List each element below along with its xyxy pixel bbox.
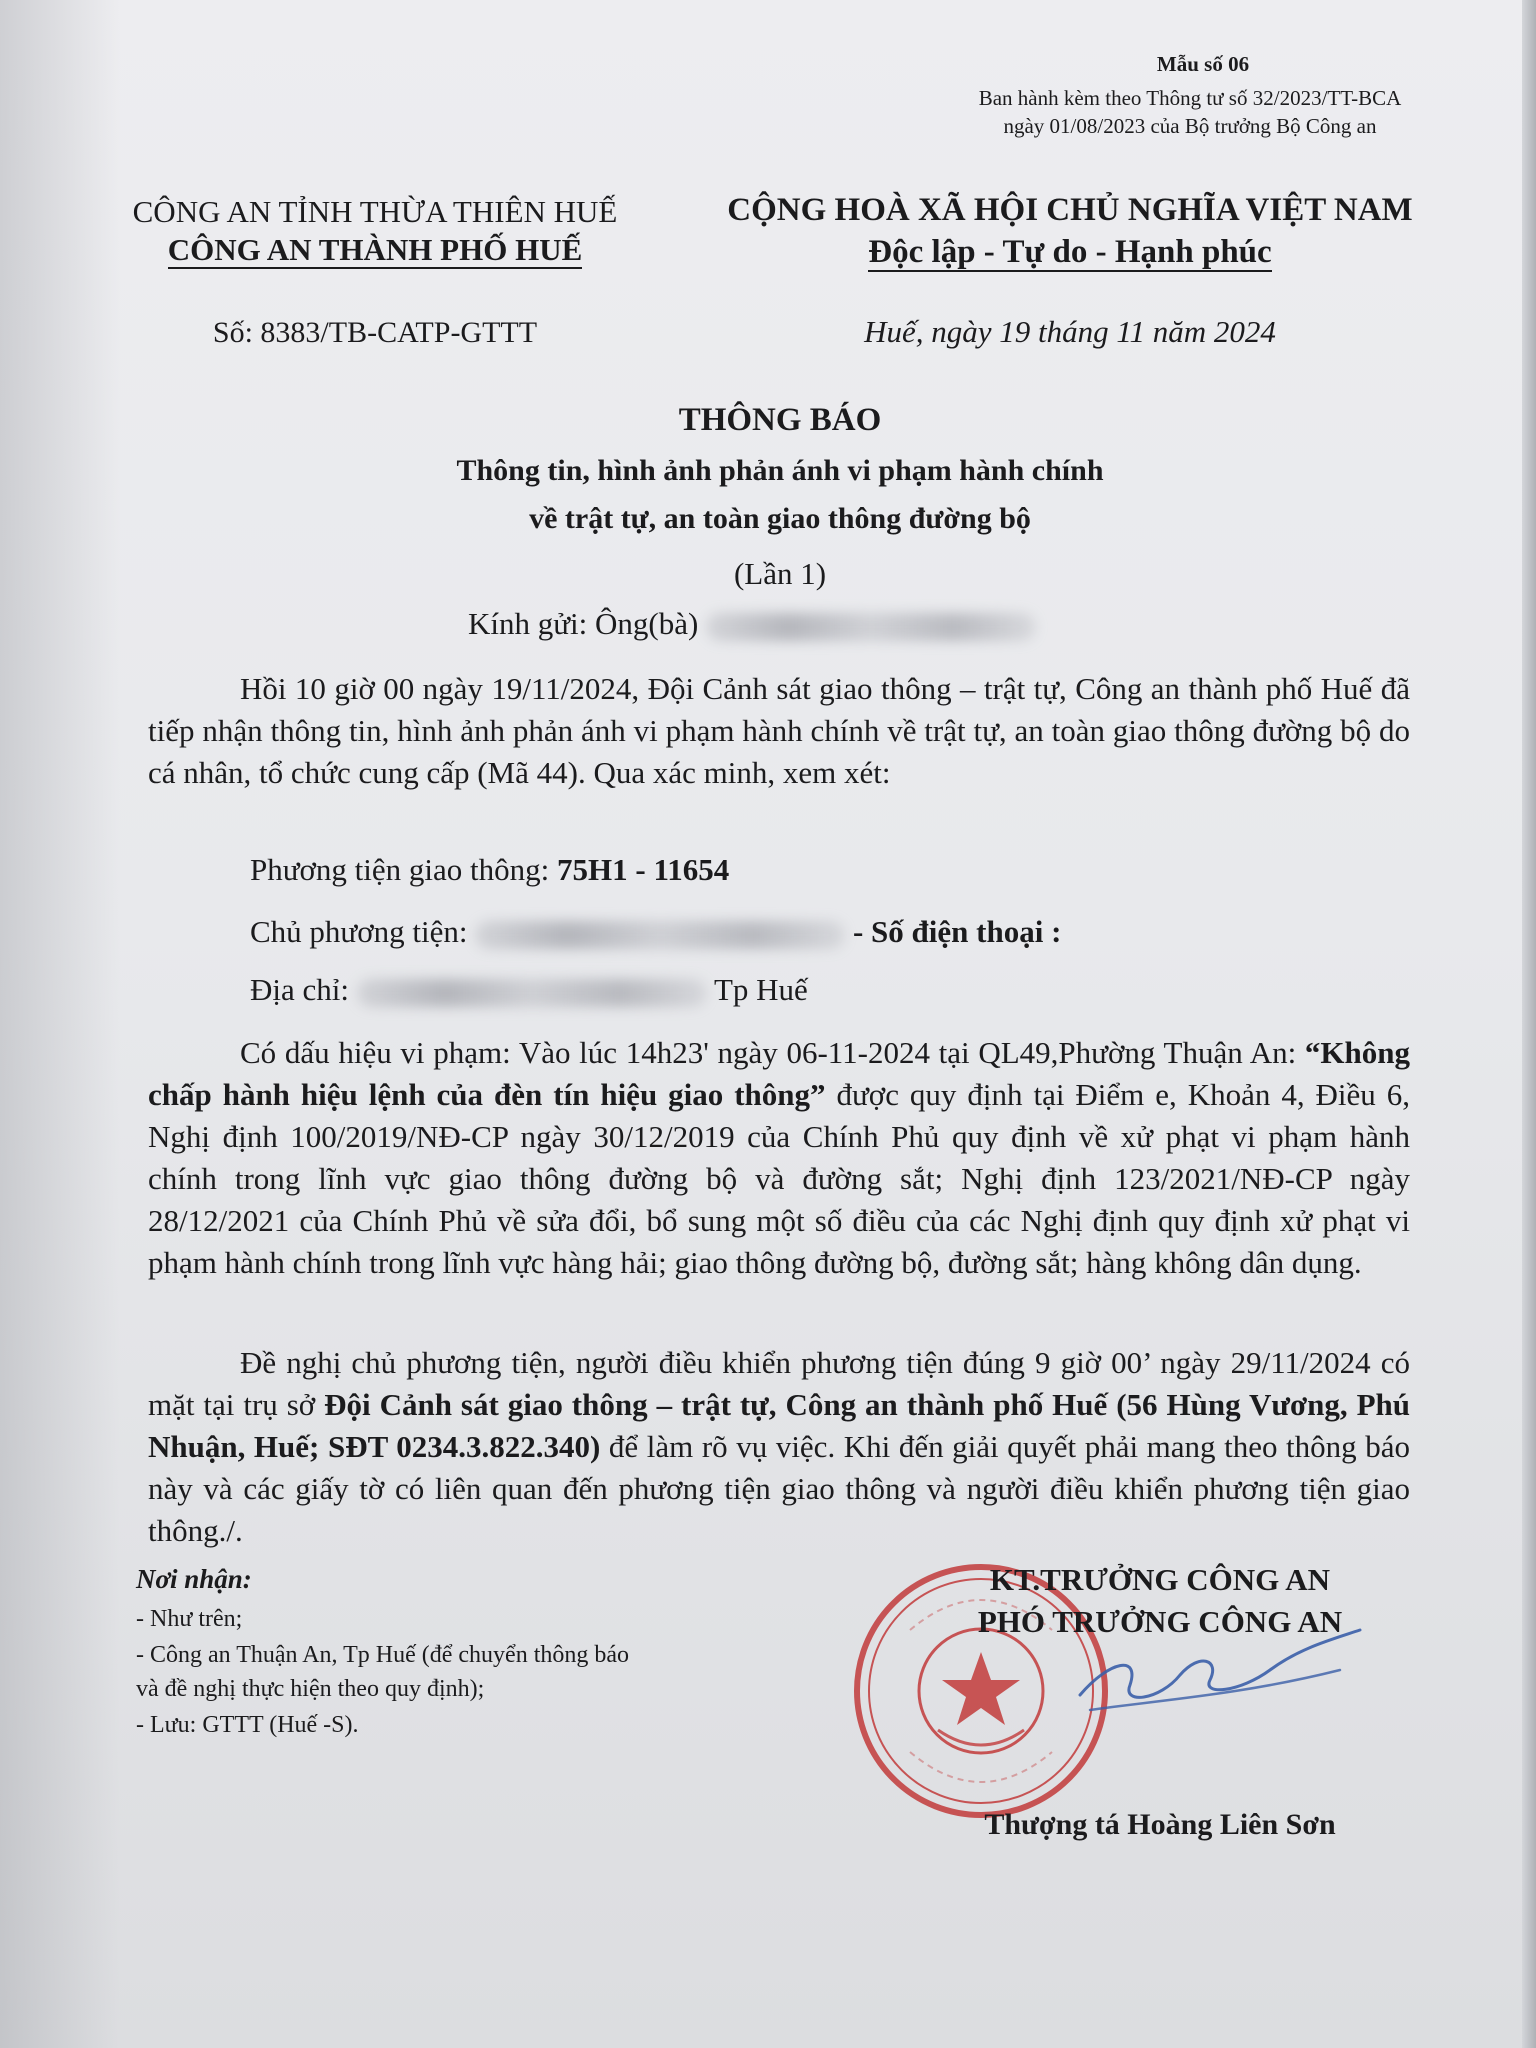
vehicle-label: Phương tiện giao thông: [250,852,558,887]
page-edge [1522,0,1536,2048]
address-row [250,972,808,1008]
request-paragraph [148,1342,1410,1552]
intro-text: Hồi 10 giờ 00 ngày 19/11/2024, Đội Cảnh sát giao thông – trật tự, Công an thành phố Huế đã tiếp nhận thông tin, hình ảnh phản ánh vi phạm hành chính về trật tự, an toàn giao thông đường bộ do cá nhân, tổ chức cung cấp (Mã 44). Qua xác minh, xem xét: [148,671,1410,790]
address-city: Tp Huế [713,972,808,1007]
recipient-row [468,606,1036,642]
nation-motto: Độc lập - Tự do - Hạnh phúc [868,234,1272,270]
notice-count: (Lần 1) [733,556,827,591]
vehicle-plate: 75H1 - 11654 [557,852,730,887]
signer-name: Thượng tá Hoàng Liên Sơn [984,1808,1336,1841]
sign-authority-line2: PHÓ TRƯỞNG CÔNG AN [977,1604,1343,1639]
recipients-heading: Nơi nhận: [136,1564,252,1594]
redacted-owner [475,921,845,949]
form-number: Mẫu số 06 [1156,52,1250,76]
violation-rest: được quy định tại Điểm e, Khoản 4, Điều 6, Nghị định 100/2019/NĐ-CP ngày 30/12/2019 của Chính Phủ quy định về xử phạt vi phạm hành chính trong lĩnh vực giao thông đường bộ và đường sắt; Nghị định 123/2021/NĐ-CP ngày 28/12/2021 của Chính Phủ về sửa đổi, bổ sung một số điều của các Nghị định quy định xử phạt vi phạm hành chính trong lĩnh vực hàng hải; giao thông đường bộ, đường sắt; hàng không dân dụng. [148,1077,1411,1280]
violation-paragraph [148,1032,1410,1284]
place-date: Huế, ngày 19 tháng 11 năm 2024 [864,314,1276,349]
document-subtitle-2: về trật tự, an toàn giao thông đường bộ [529,502,1031,535]
recipients-item-1: - Như trên; [136,1606,243,1632]
nation-motto-row [700,234,1440,272]
nation-name: CỘNG HOÀ XÃ HỘI CHỦ NGHĨA VIỆT NAM [727,192,1413,228]
redacted-name [706,613,1036,641]
document-number: Số: 8383/TB-CATP-GTTT [212,316,538,349]
page-shadow [0,0,120,2048]
owner-row [250,914,1061,950]
form-issued-line2: ngày 01/08/2023 của Bộ trưởng Bộ Công an [1003,114,1377,138]
sign-authority-line1: KT.TRƯỞNG CÔNG AN [989,1562,1331,1597]
request-office: Đội Cảnh sát giao thông – trật tự, Công an thành phố Huế (56 Hùng Vương, Phú Nhuận, Huế; SĐT 0234.3.822.340) [148,1387,1410,1464]
redacted-address [357,979,707,1007]
phone-label: - Số điện thoại : [852,914,1062,949]
document-subtitle-1: Thông tin, hình ảnh phản ánh vi phạm hành chính [456,454,1104,487]
recipients-item-2b: và đề nghị thực hiện theo quy định); [136,1676,485,1702]
owner-label: Chủ phương tiện: [250,914,468,949]
recipients-item-2a: - Công an Thuận An, Tp Huế (để chuyển thông báo [136,1642,630,1668]
violation-lead: Có dấu hiệu vi phạm: Vào lúc 14h23' ngày 06-11-2024 tại QL49,Phường Thuận An: [240,1035,1305,1070]
vehicle-row [250,852,729,888]
address-label: Địa chỉ: [250,972,349,1007]
recipients-item-3: - Lưu: GTTT (Huế -S). [136,1712,359,1738]
request-lead: Đề nghị chủ phương tiện, người điều khiển phương tiện đúng 9 giờ 00’ ngày 29/11/2024 có mặt tại trụ sở [148,1345,1410,1422]
intro-paragraph [148,668,1410,794]
violation-offense: “Không chấp hành hiệu lệnh của đèn tín hiệu giao thông” [148,1035,1410,1112]
form-issued-line1: Ban hành kèm theo Thông tư số 32/2023/TT-BCA [978,86,1402,110]
agency-parent: CÔNG AN TỈNH THỪA THIÊN HUẾ [132,194,618,229]
agency-name: CÔNG AN THÀNH PHỐ HUẾ [167,232,583,267]
agency-name-row [90,232,660,269]
document-title: THÔNG BÁO [678,402,882,438]
recipient-label: Kính gửi: Ông(bà) [468,606,707,641]
request-rest: để làm rõ vụ việc. Khi đến giải quyết phải mang theo thông báo này và các giấy tờ có liên quan đến phương tiện giao thông và người điều khiển phương tiện giao thông./. [148,1429,1410,1548]
